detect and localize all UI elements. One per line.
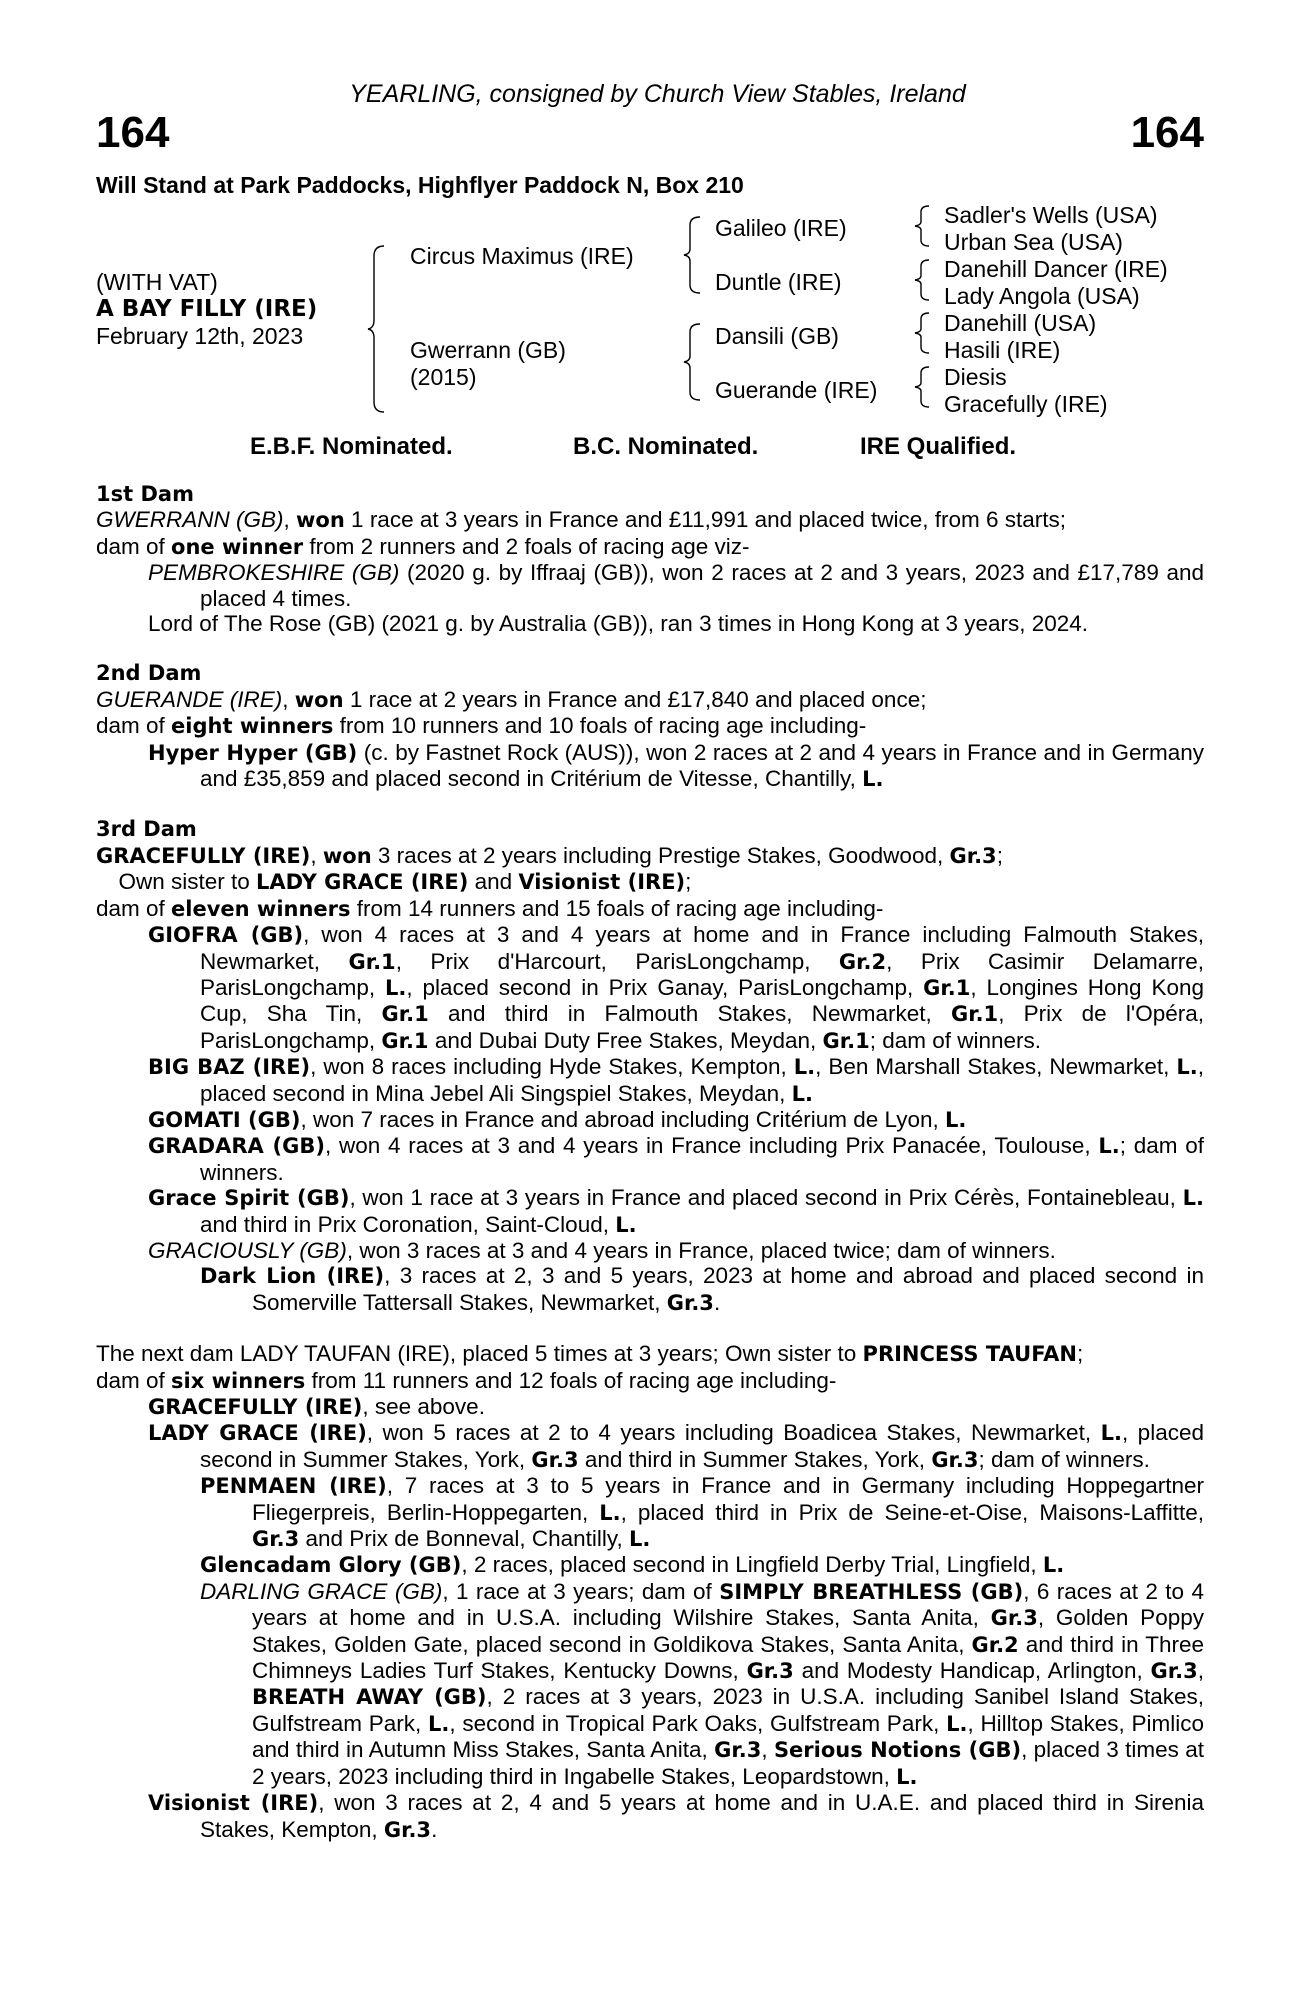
- text-run: from 14 runners and 15 foals of racing age including-: [350, 895, 884, 921]
- bold-run: Gr.3: [990, 1606, 1038, 1631]
- text-run: , Hilltop Stakes, Pimlico and third in Autumn Miss Stakes, Santa Anita,: [252, 1710, 1205, 1763]
- text-run: , Longines Hong Kong Cup, Sha Tin,: [200, 974, 1204, 1027]
- bold-run: eleven winners: [171, 896, 351, 921]
- granddam-4: Gracefully (IRE): [944, 391, 1108, 417]
- italic-run: GRACIOUSLY (GB): [148, 1237, 347, 1263]
- text-run: , won 5 races at 2 to 4 years including Boadicea Stakes, Newmarket,: [366, 1420, 1101, 1446]
- text-run: ,: [282, 686, 295, 712]
- bold-run: LADY GRACE (IRE): [256, 870, 469, 895]
- pedigree-brace-4: [912, 204, 932, 248]
- lot-number-right: 164: [1130, 108, 1204, 157]
- bold-run: Gr.3: [383, 1817, 432, 1842]
- grandsire-1: Sadler's Wells (USA): [944, 202, 1158, 228]
- text-run: The next dam LADY TAUFAN (IRE), placed 5 times at 3 years; Own sister to: [96, 1341, 863, 1367]
- dam-heading: 3rd Dam: [96, 817, 197, 842]
- text-run: and third in Summer Stakes, York,: [578, 1446, 932, 1472]
- pedigree-paragraph: [148, 1394, 1204, 1420]
- bold-run: L.: [615, 1212, 637, 1237]
- bold-run: Gr.3: [714, 1738, 762, 1763]
- pedigree-paragraph: [96, 869, 1204, 895]
- pedigree-brace-5: [912, 258, 932, 302]
- bold-run: LADY GRACE (IRE): [148, 1421, 367, 1446]
- foaling-date: February 12th, 2023: [96, 323, 304, 349]
- text-run: and third in Prix Coronation, Saint-Cloud,: [200, 1211, 616, 1237]
- text-run: , second in Tropical Park Oaks, Gulfstream Park,: [449, 1710, 947, 1736]
- grandsire-2: Danehill Dancer (IRE): [944, 256, 1168, 282]
- pedigree-paragraph: [200, 1263, 1204, 1316]
- pedigree-paragraph: [200, 1552, 1204, 1578]
- pedigree-paragraph: [148, 1133, 1204, 1185]
- text-run: and Modesty Handicap, Arlington,: [793, 1658, 1151, 1684]
- text-run: from 11 runners and 12 foals of racing age including-: [305, 1367, 837, 1393]
- text-run: from 10 runners and 10 foals of racing age including-: [333, 713, 867, 739]
- vat-note: (WITH VAT): [96, 269, 218, 295]
- text-run: ;: [996, 842, 1003, 868]
- ire-qualified: IRE Qualified.: [860, 433, 1017, 460]
- text-run: ;: [1077, 1341, 1084, 1367]
- text-run: , 1 race at 3 years; dam of: [442, 1578, 720, 1604]
- text-run: ;: [685, 869, 692, 895]
- sire-dam: Duntle (IRE): [715, 269, 842, 295]
- text-run: and Prix de Bonneval, Chantilly,: [299, 1526, 629, 1552]
- bold-run: L.: [946, 1711, 968, 1736]
- text-run: ,: [310, 842, 323, 868]
- bold-run: GIOFRA (GB): [148, 923, 304, 948]
- text-run: , won 4 races at 3 and 4 years in France including Prix Panacée, Toulouse,: [325, 1133, 1099, 1159]
- bold-run: PENMAEN (IRE): [200, 1474, 387, 1499]
- bold-run: PRINCESS TAUFAN: [862, 1342, 1077, 1367]
- text-run: , placed second in Mina Jebel Ali Singspiel Stakes, Meydan,: [200, 1054, 1204, 1106]
- bold-run: Gr.2: [838, 949, 887, 974]
- subject-name: A BAY FILLY (IRE): [96, 296, 318, 322]
- bold-run: six winners: [171, 1368, 306, 1393]
- text-run: ; dam of winners.: [200, 1133, 1204, 1185]
- pedigree-paragraph: [96, 896, 1204, 922]
- text-run: , won 3 races at 3 and 4 years in France, placed twice; dam of winners.: [346, 1237, 1056, 1263]
- text-run: , won 7 races in France and abroad including Critérium de Lyon,: [300, 1106, 946, 1132]
- bold-run: BREATH AWAY (GB): [252, 1685, 487, 1710]
- bold-run: won: [322, 843, 372, 868]
- pedigree-paragraph: [96, 843, 1204, 869]
- text-run: , placed third in Prix de Seine-et-Oise, Maisons-Laffitte,: [620, 1499, 1204, 1525]
- bold-run: Gr.3: [949, 843, 997, 868]
- bold-run: Visionist (IRE): [518, 870, 686, 895]
- pedigree-brace-2: [682, 215, 704, 295]
- italic-run: DARLING GRACE (GB): [200, 1578, 443, 1604]
- bold-run: Gr.1: [348, 949, 396, 974]
- section-gap: [96, 792, 1204, 817]
- text-run: , 6 races at 2 to 4 years at home and in U.S.A. including Wilshire Stakes, Santa Anita,: [252, 1578, 1204, 1631]
- bold-run: Gr.3: [1150, 1659, 1198, 1684]
- text-run: (c. by Fastnet Rock (AUS)), won 2 races at 2 and 4 years in France and in Germany and £35,859 and placed second in Critérium de Vitesse, Chantilly,: [200, 739, 1204, 792]
- text-run: .: [713, 1289, 721, 1315]
- pedigree-paragraph: [96, 507, 1204, 533]
- bold-run: Gr.3: [666, 1290, 714, 1315]
- bold-run: Hyper Hyper (GB): [148, 740, 358, 765]
- grandsire-4: Diesis: [944, 364, 1007, 390]
- dam-heading: 1st Dam: [96, 482, 194, 506]
- text-run: Lord of The Rose (GB) (2021 g. by Australia (GB)), ran 3 times in Hong Kong at 3 years, 2024.: [148, 611, 1089, 637]
- text-run: , 3 races at 2, 3 and 5 years, 2023 at home and abroad and placed second in Somerville Tattersall Stakes, Newmarket,: [252, 1263, 1204, 1315]
- bold-run: Gr.1: [822, 1028, 870, 1053]
- granddam-2: Lady Angola (USA): [944, 283, 1140, 309]
- bold-run: won: [296, 508, 345, 533]
- italic-run: GWERRANN (GB): [96, 507, 284, 533]
- bold-run: GOMATI (GB): [148, 1107, 301, 1132]
- text-run: dam of: [96, 1367, 172, 1393]
- text-run: .: [431, 1816, 438, 1842]
- text-run: and third in Three Chimneys Ladies Turf Stakes, Kentucky Downs,: [252, 1631, 1205, 1684]
- pedigree-brace-1: [366, 244, 388, 414]
- pedigree-paragraph: [148, 560, 1204, 611]
- consignment-header: YEARLING, consigned by Church View Stables, Ireland: [349, 80, 966, 108]
- pedigree-paragraph: [148, 1238, 1204, 1263]
- text-run: and third in Falmouth Stakes, Newmarket,: [428, 1001, 951, 1027]
- bold-run: Glencadam Glory (GB): [200, 1553, 462, 1578]
- pedigree-paragraph: [148, 1790, 1204, 1843]
- pedigree-brace-7: [912, 365, 932, 409]
- text-run: , Prix Casimir Delamarre, ParisLongchamp,: [200, 948, 1204, 1000]
- text-run: dam of: [96, 895, 172, 921]
- text-run: from 2 runners and 2 foals of racing age viz-: [303, 533, 750, 559]
- pedigree-paragraph: [148, 611, 1204, 636]
- pedigree-paragraph: [148, 1054, 1204, 1107]
- pedigree-paragraph: [96, 1368, 1204, 1394]
- bold-run: Gr.3: [746, 1659, 794, 1684]
- bold-run: Gr.2: [971, 1632, 1019, 1657]
- text-run: 1 race at 3 years in France and £11,991 and placed twice, from 6 starts;: [344, 507, 1067, 533]
- text-run: dam of: [96, 713, 172, 739]
- bold-run: GRACEFULLY (IRE): [96, 843, 311, 868]
- bold-run: GRACEFULLY (IRE): [148, 1395, 363, 1419]
- section-gap: [96, 1316, 1204, 1341]
- dam-year: (2015): [410, 364, 477, 390]
- grandsire-3: Danehill (USA): [944, 310, 1097, 336]
- text-run: , 2 races, placed second in Lingfield Derby Trial, Lingfield,: [461, 1552, 1043, 1578]
- bold-run: GRADARA (GB): [148, 1134, 325, 1159]
- pedigree-paragraph: [148, 1107, 1204, 1133]
- bold-run: L.: [1176, 1055, 1198, 1080]
- bold-run: L.: [1098, 1134, 1120, 1159]
- bold-run: Grace Spirit (GB): [148, 1186, 350, 1211]
- text-run: , Prix de l'Opéra, ParisLongchamp,: [200, 1001, 1204, 1053]
- dam: Gwerrann (GB): [410, 337, 566, 363]
- bold-run: L.: [793, 1055, 816, 1080]
- dam-sire: Dansili (GB): [715, 323, 839, 349]
- bold-run: L.: [385, 975, 407, 1000]
- text-run: , 2 races at 3 years, 2023 in U.S.A. including Sanibel Island Stakes, Gulfstream Park,: [252, 1684, 1204, 1736]
- bold-run: Gr.3: [931, 1447, 979, 1472]
- text-run: and Dubai Duty Free Stakes, Meydan,: [428, 1027, 823, 1053]
- pedigree-paragraph: [96, 687, 1204, 713]
- text-run: , placed second in Prix Ganay, ParisLongchamp,: [406, 974, 924, 1000]
- text-run: , won 3 races at 2, 4 and 5 years at home and in U.A.E. and placed third in Sirenia Stakes, Kempton,: [200, 1790, 1204, 1842]
- stand-location: Will Stand at Park Paddocks, Highflyer Paddock N, Box 210: [96, 172, 744, 198]
- text-run: , placed second in Summer Stakes, York,: [200, 1420, 1204, 1472]
- text-run: ; dam of winners.: [869, 1027, 1042, 1053]
- pedigree-paragraph: [148, 922, 1204, 1054]
- lot-number-left: 164: [96, 108, 170, 157]
- pedigree-brace-6: [912, 311, 932, 355]
- text-run: ,: [1197, 1658, 1204, 1684]
- bold-run: eight winners: [171, 714, 334, 739]
- bold-run: Gr.1: [381, 1028, 429, 1053]
- granddam-1: Urban Sea (USA): [944, 229, 1123, 255]
- pedigree-paragraph: [96, 1341, 1204, 1367]
- text-run: ,: [761, 1737, 774, 1763]
- text-run: , see above.: [362, 1394, 485, 1419]
- bold-run: Gr.1: [950, 1002, 999, 1027]
- pedigree-brace-3: [682, 322, 704, 402]
- dam-heading: 2nd Dam: [96, 661, 202, 686]
- bold-run: L.: [862, 767, 884, 792]
- dam-dam: Guerande (IRE): [715, 377, 878, 403]
- text-run: , placed 3 times at 2 years, 2023 including third in Ingabelle Stakes, Leopardstown,: [252, 1737, 1204, 1789]
- bold-run: L.: [1042, 1553, 1065, 1578]
- italic-run: PEMBROKESHIRE (GB): [148, 560, 400, 586]
- ebf-nomination: E.B.F. Nominated.: [250, 433, 453, 460]
- bc-nomination: B.C. Nominated.: [573, 433, 759, 460]
- text-run: ; dam of winners.: [978, 1446, 1150, 1472]
- bold-run: L.: [791, 1081, 813, 1106]
- pedigree-paragraph: [148, 1185, 1204, 1238]
- pedigree-paragraph: [148, 1420, 1204, 1473]
- pedigree-paragraph: [148, 740, 1204, 793]
- pedigree-paragraph: [96, 534, 1204, 560]
- pedigree-notes: [96, 482, 1204, 1843]
- text-run: , Ben Marshall Stakes, Newmarket,: [815, 1054, 1177, 1080]
- bold-run: L.: [1182, 1186, 1204, 1211]
- text-run: , won 4 races at 3 and 4 years at home and in France including Falmouth Stakes, Newmarket,: [200, 922, 1205, 974]
- pedigree-paragraph: [200, 1473, 1204, 1552]
- bold-run: L.: [896, 1764, 918, 1789]
- text-run: dam of: [96, 533, 172, 559]
- pedigree-paragraph: [96, 713, 1204, 739]
- text-run: (2020 g. by Iffraaj (GB)), won 2 races at 2 and 3 years, 2023 and £17,789 and placed 4 times.: [200, 560, 1204, 611]
- bold-run: Dark Lion (IRE): [200, 1264, 385, 1289]
- bold-run: L.: [628, 1527, 651, 1552]
- text-run: , 7 races at 3 to 5 years in France and in Germany including Hoppegartner Fliegerpreis, Berlin-Hoppegarten,: [252, 1473, 1205, 1525]
- text-run: ,: [283, 507, 297, 533]
- text-run: , Golden Poppy Stakes, Golden Gate, placed second in Goldikova Stakes, Santa Anita,: [252, 1605, 1204, 1657]
- bold-run: SIMPLY BREATHLESS (GB): [719, 1579, 1024, 1604]
- bold-run: Serious Notions (GB): [773, 1738, 1022, 1763]
- text-run: , Prix d'Harcourt, ParisLongchamp,: [395, 948, 839, 974]
- bold-run: BIG BAZ (IRE): [148, 1055, 311, 1080]
- bold-run: Gr.3: [252, 1527, 300, 1552]
- bold-run: Gr.1: [923, 975, 971, 1000]
- sire: Circus Maximus (IRE): [410, 243, 634, 269]
- granddam-3: Hasili (IRE): [944, 337, 1061, 363]
- text-run: Own sister to: [96, 869, 257, 895]
- sire-sire: Galileo (IRE): [715, 215, 847, 241]
- section-gap: [96, 636, 1204, 661]
- bold-run: L.: [945, 1107, 967, 1132]
- bold-run: L.: [599, 1500, 621, 1525]
- pedigree-paragraph: [200, 1579, 1204, 1790]
- text-run: , won 1 race at 3 years in France and placed second in Prix Cérès, Fontainebleau,: [349, 1185, 1183, 1211]
- bold-run: Visionist (IRE): [148, 1791, 319, 1816]
- bold-run: Gr.3: [531, 1447, 579, 1472]
- bold-run: L.: [1100, 1421, 1122, 1446]
- text-run: 1 race at 2 years in France and £17,840 and placed once;: [343, 686, 927, 712]
- bold-run: won: [294, 687, 344, 712]
- text-run: , won 8 races including Hyde Stakes, Kempton,: [310, 1054, 794, 1080]
- bold-run: L.: [428, 1711, 450, 1736]
- italic-run: GUERANDE (IRE): [96, 686, 283, 712]
- text-run: 3 races at 2 years including Prestige Stakes, Goodwood,: [371, 842, 950, 868]
- bold-run: one winner: [171, 534, 304, 559]
- text-run: and: [468, 869, 519, 895]
- bold-run: Gr.1: [381, 1002, 429, 1027]
